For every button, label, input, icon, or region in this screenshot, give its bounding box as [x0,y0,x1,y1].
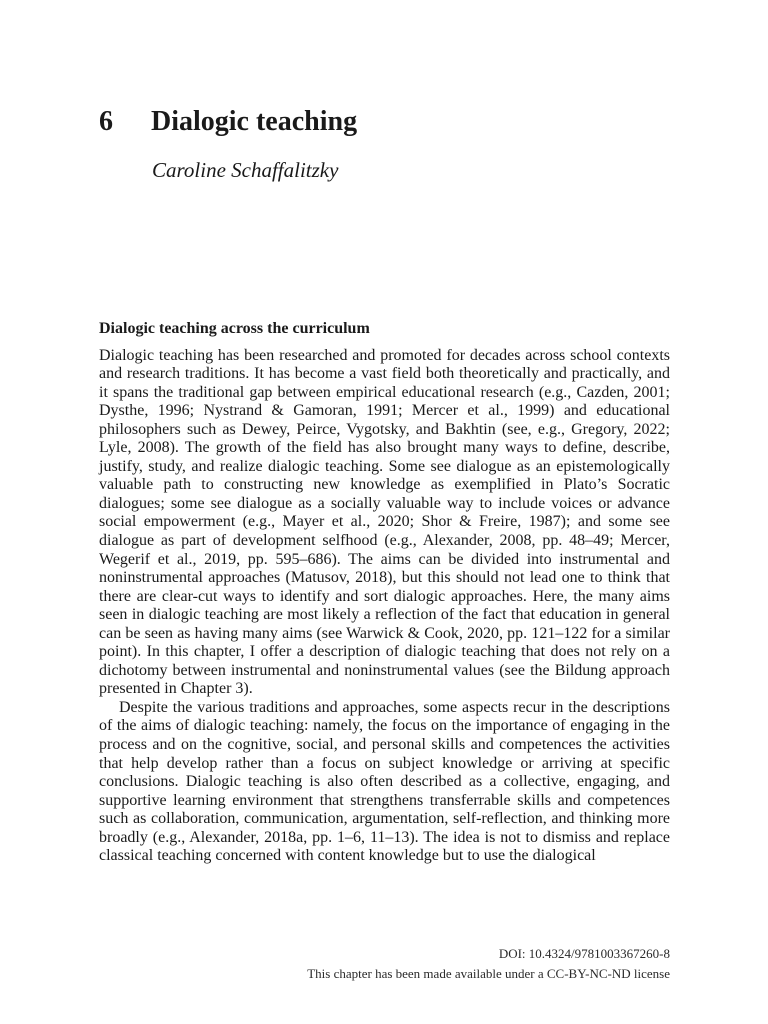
chapter-title: Dialogic teaching [151,106,358,137]
page-footer [307,944,670,984]
body-text [99,347,670,866]
body-paragraph-2: Despite the various traditions and approaches, some aspects recur in the descriptions of the aims of dialogic teaching: namely, the focus on the importance of engaging in the process and on the cognitive, social, and personal skills and competences the activities that help develop rather than a focus on subject knowledge or arriving at specific conclusions. Dialogic teaching is also often described as a collective, engaging, and supportive learning environment that strengthens transferrable skills and competences such as collaboration, communication, argumentation, self-reflection, and thinking more broadly (e.g., Alexander, 2018a, pp. 1–6, 11–13). The idea is not to dismiss and replace classical teaching concerned with content knowledge but to use the dialogical [99,698,670,865]
body-paragraph-1: Dialogic teaching has been researched and promoted for decades across school contexts and research traditions. It has become a vast field both theoretically and practically, and it spans the traditional gap between empirical educational research (e.g., Cazden, 2001; Dysthe, 1996; Nystrand & Gamoran, 1991; Mercer et al., 1999) and educational philosophers such as Dewey, Peirce, Vygotsky, and Bakhtin (see, e.g., Gregory, 2022; Lyle, 2008). The growth of the field has also brought many ways to define, describe, justify, study, and realize dialogic teaching. Some see dialogue as an epistemologically valuable path to constructing new knowledge as exemplified in Plato’s Socratic dialogues; some see dialogue as a socially valuable way to include voices or advance social empowerment (e.g., Mayer et al., 2020; Shor & Freire, 1987); and some see dialogue as part of development selfhood (e.g., Alexander, 2008, pp. 48–49; Mercer, Wegerif et al., 2019, pp. 595–686). The aims can be divided into instrumental and noninstrumental approaches (Matusov, 2018), but this should not lead one to think that there are clear-cut ways to identify and sort dialogic approaches. Here, the many aims seen in dialogic teaching are most likely a reflection of the fact that education in general can be seen as having many aims (see Warwick & Cook, 2020, pp. 121–122 for a similar point). In this chapter, I offer a description of dialogic teaching that does not rely on a dichotomy between instrumental and noninstrumental values (see the Bildung approach presented in Chapter 3). [99,346,670,698]
chapter-heading [99,103,357,141]
chapter-author: Caroline Schaffalitzky [152,158,339,182]
section-heading: Dialogic teaching across the curriculum [99,320,370,337]
doi-line: DOI: 10.4324/9781003367260-8 [498,946,670,961]
license-line: This chapter has been made available under a CC-BY-NC-ND license [307,966,670,981]
chapter-number: 6 [99,106,113,137]
